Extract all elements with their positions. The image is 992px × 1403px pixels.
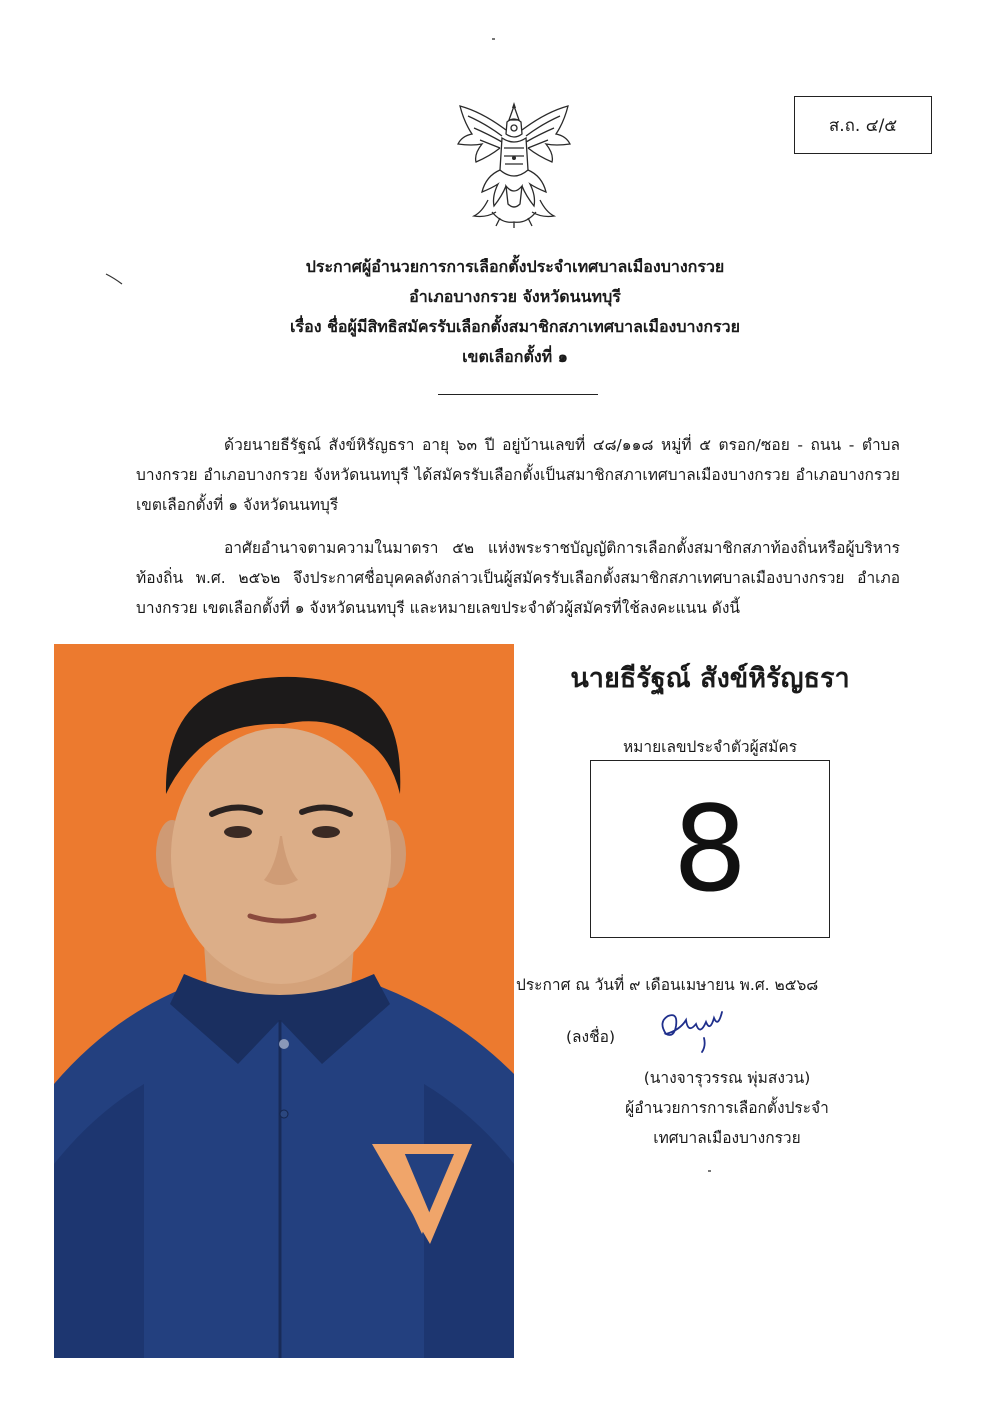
candidate-photo — [54, 644, 514, 1358]
announcement-date: ประกาศ ณ วันที่ ๙ เดือนเมษายน พ.ศ. ๒๕๖๘ — [516, 976, 819, 994]
signer-name: (นางจารุวรรณ พุ่มสงวน) — [643, 1069, 811, 1087]
form-code-box — [794, 96, 932, 154]
header-line-2: อำเภอบางกรวย จังหวัดนนทบุรี — [409, 287, 621, 306]
paragraph-1-text: ด้วยนายธีรัฐณ์ สังข์หิรัญธรา อายุ ๖๓ ปี อยู่บ้านเลขที่ ๔๘/๑๑๘ หมู่ที่ ๕ ตรอก/ซอย - ถนน - ตำบลบางกรวย อำเภอบางกรวย จังหวัดนนทบุรี ได้สมัครรับเลือกตั้งเป็นสมาชิกสภาเทศบาลเมืองบางกรวย อำเภอบางกรวย เขตเลือกตั้งที่ ๑ จังหวัดนนทบุรี — [136, 436, 900, 514]
candidate-number: 8 — [672, 780, 748, 918]
stray-pen-mark — [104, 272, 124, 286]
announcement-header — [200, 252, 830, 372]
form-code: ส.ถ. ๔/๕ — [828, 115, 898, 136]
paragraph-2-text: อาศัยอำนาจตามความในมาตรา ๕๒ แห่งพระราชบัญญัติการเลือกตั้งสมาชิกสภาท้องถิ่นหรือผู้บริหารท้องถิ่น พ.ศ. ๒๕๖๒ จึงประกาศชื่อบุคคลดังกล่าวเป็นผู้สมัครรับเลือกตั้งสมาชิกสภาเทศบาลเมืองบางกรวย อำเภอบางกรวย เขตเลือกตั้งที่ ๑ จังหวัดนนทบุรี และหมายเลขประจำตัวผู้สมัครที่ใช้ลงคะแนน ดังนี้ — [136, 539, 900, 617]
scan-speck — [492, 38, 495, 40]
handwritten-signature-icon — [652, 1008, 734, 1054]
garuda-emblem-icon — [452, 100, 576, 230]
candidate-number-box — [590, 760, 830, 938]
header-line-3: เรื่อง ชื่อผู้มีสิทธิสมัครรับเลือกตั้งสมาชิกสภาเทศบาลเมืองบางกรวย — [290, 317, 740, 336]
body-paragraph-1 — [136, 430, 900, 520]
signer-title-line-2: เทศบาลเมืองบางกรวย — [653, 1129, 801, 1147]
body-paragraph-2 — [136, 533, 900, 623]
scan-speck — [708, 1170, 711, 1172]
candidate-portrait-illustration — [54, 644, 514, 1358]
signature-label: (ลงชื่อ) — [566, 1028, 615, 1046]
header-divider — [438, 394, 598, 395]
signer-title-line-1: ผู้อำนวยการการเลือกตั้งประจำ — [625, 1099, 829, 1117]
candidate-name: นายธีรัฐณ์ สังข์หิรัญธรา — [570, 663, 850, 694]
candidate-number-label: หมายเลขประจำตัวผู้สมัคร — [622, 738, 798, 756]
signer-block — [540, 1063, 914, 1153]
header-line-4: เขตเลือกตั้งที่ ๑ — [462, 347, 568, 366]
header-line-1: ประกาศผู้อำนวยการการเลือกตั้งประจำเทศบาลเมืองบางกรวย — [305, 257, 725, 276]
